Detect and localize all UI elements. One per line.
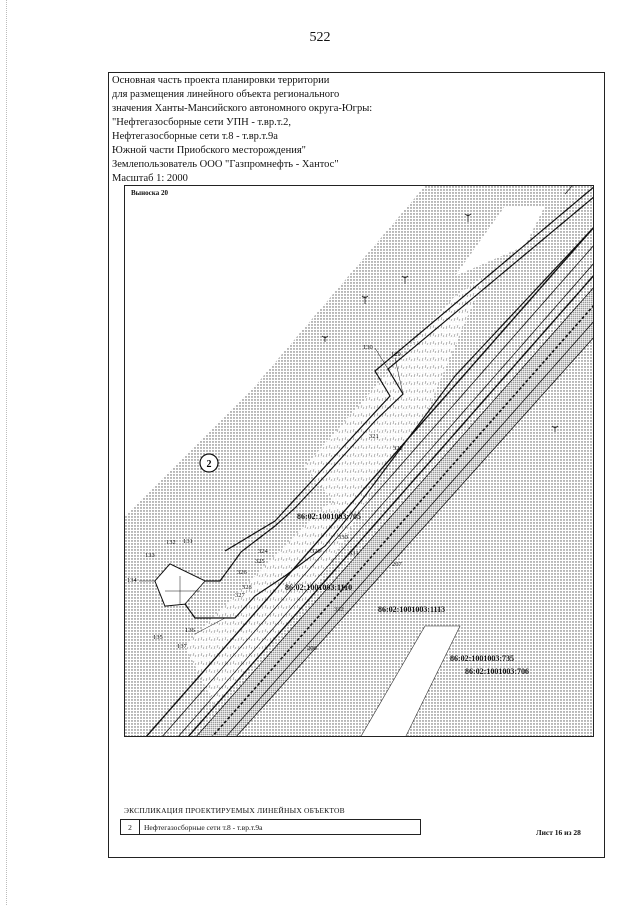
- callout-map: [124, 185, 594, 737]
- point-label: 327: [235, 592, 245, 599]
- point-label: 321: [369, 433, 379, 440]
- point-label: 129: [391, 351, 401, 358]
- title-line: Южной части Приобского месторождения": [112, 145, 306, 156]
- parcel-label: 86:02:1001003:1110: [285, 583, 353, 592]
- point-label: 324: [258, 548, 268, 555]
- parcel-label: 86:02:1001003:735: [450, 654, 514, 663]
- point-label: 331: [349, 550, 359, 557]
- title-block: [112, 74, 442, 186]
- object-marker-number: 2: [206, 459, 212, 470]
- map-drawing: [125, 186, 594, 737]
- title-line: Нефтегазосборные сети т.8 - т.вр.т.9а: [112, 131, 278, 142]
- page-number: 522: [309, 30, 331, 45]
- explication-title: ЭКСПЛИКАЦИЯ ПРОЕКТИРУЕМЫХ ЛИНЕЙНЫХ ОБЪЕКТОВ: [124, 806, 345, 815]
- parcel-label: 86:02:1001003:705: [297, 512, 361, 521]
- point-label: 207: [392, 561, 402, 568]
- object-name-cell: Нефтегазосборные сети т.8 - т.вр.т.9а: [140, 820, 421, 835]
- scale-label: Масштаб 1: 2000: [112, 173, 188, 184]
- point-label: 134: [127, 577, 137, 584]
- point-label: 326: [237, 569, 247, 576]
- table-row: [121, 820, 421, 835]
- callout-title: Выноска 20: [131, 189, 168, 197]
- point-label: 332: [334, 606, 344, 613]
- explication-table: [120, 819, 421, 835]
- parcel-label: 86:02:1001003:1113: [378, 605, 446, 614]
- sheet-label: Лист 16 из 28: [536, 828, 581, 837]
- point-label: 133: [145, 552, 155, 559]
- scan-margin-line: [6, 0, 8, 905]
- point-label: 132: [166, 539, 176, 546]
- point-label: 330: [338, 534, 348, 541]
- title-line: Землепользователь ООО "Газпромнефть - Хантос": [112, 159, 339, 170]
- object-number-cell: 2: [121, 820, 140, 835]
- point-label: 206: [307, 645, 317, 652]
- title-line: "Нефтегазосборные сети УПН - т.вр.т.2,: [112, 117, 292, 128]
- point-label: 322: [393, 445, 403, 452]
- point-label: 136: [185, 627, 195, 634]
- point-label: 135: [153, 634, 163, 641]
- title-line: для размещения линейного объекта регионального: [112, 89, 340, 100]
- point-label: 325: [255, 558, 265, 565]
- title-line: Основная часть проекта планировки территории: [112, 75, 330, 86]
- point-label: 131: [183, 538, 193, 545]
- parcel-label: 86:02:1001003:706: [465, 667, 529, 676]
- point-label: 329: [311, 548, 321, 555]
- point-label: 328: [242, 584, 252, 591]
- point-label: 130: [363, 344, 373, 351]
- title-line: значения Ханты-Мансийского автономного округа-Югры:: [112, 103, 373, 114]
- point-label: 137: [177, 643, 187, 650]
